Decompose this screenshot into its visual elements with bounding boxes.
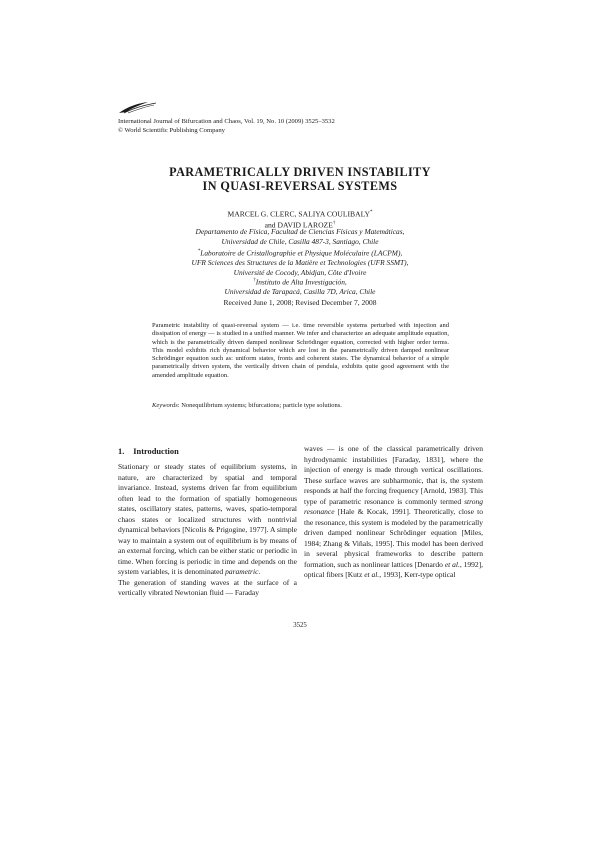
affiliation-1-line-1: Departamento de Física, Facultad de Ciencias Físicas y Matemáticas, bbox=[195, 227, 405, 236]
title-line-1: PARAMETRICALLY DRIVEN INSTABILITY bbox=[169, 165, 431, 179]
section-number: 1. bbox=[118, 447, 125, 456]
right-emphasis-3: et al. bbox=[364, 570, 380, 579]
paragraph-1 bbox=[118, 462, 297, 578]
keywords bbox=[152, 402, 449, 409]
section-title: Introduction bbox=[133, 447, 179, 456]
paragraph-1-emphasis: parametric bbox=[225, 567, 259, 576]
affiliation-3-mark: † bbox=[253, 278, 256, 283]
page-number: 3525 bbox=[293, 622, 307, 629]
title-line-2: IN QUASI-REVERSAL SYSTEMS bbox=[202, 178, 398, 193]
journal-header bbox=[118, 117, 335, 135]
affiliation-1 bbox=[0, 227, 600, 246]
paragraph-2: The generation of standing waves at the surface of a vertically vibrated Newtonian fluid — Faraday bbox=[118, 577, 297, 597]
affiliation-2-line-2: UFR Sciences des Structures de la Matière et Technologies (UFR SSMT), bbox=[191, 258, 409, 268]
affiliation-2-line-1: Laboratoire de Cristallographie et Physique Moléculaire (LACPM), bbox=[200, 248, 403, 258]
abstract: Parametric instability of quasi-reversal system — i.e. time reversible systems perturbed with injection and dissipation of energy — is studied in a unified manner. We infer and characterize an adequate amplitude equation, which is the parametrically driven damped nonlinear Schrödinger equation, corrected with higher order terms. This model exhibits rich dynamical behavior which are lost in the parametrically driven damped nonlinear Schrödinger equation such as: uniform states, fronts and coherent states. The dynamical behavior of a simple parametrically driven system, the vertically driven chain of pendula, exhibits quite good agreement with the amended amplitude equation. bbox=[152, 322, 449, 379]
affiliation-2 bbox=[0, 247, 600, 277]
publisher-logo-icon bbox=[118, 100, 158, 114]
keywords-label: Keywords bbox=[152, 402, 178, 409]
affiliation-1-line-2: Universidad de Chile, Casilla 487-3, Santiago, Chile bbox=[221, 236, 379, 246]
right-text-1: waves — is one of the classical parametrically driven hydrodynamic instabilities [Faraday, 1831], where the injection of energy is made through vertical oscillations. These surface waves are subharmonic, that is, the system responds at half the forcing frequency [Arnold, 1983]. This type of parametric resonance is commonly termed bbox=[304, 444, 483, 506]
right-text-3: , 1992], optical fibers [Kutz bbox=[304, 559, 484, 579]
right-text-2: [Hale & Kocak, 1991]. Theoretically, close to the resonance, this system is modeled by the parametrically driven damped nonlinear Schrödinger equation [Miles, 1984; Zhang & Viñals, 1995]. This model has been derived in several physical frameworks to describe pattern formation, such as nonlinear lattices [Denardo bbox=[304, 507, 483, 569]
left-column bbox=[118, 462, 297, 599]
affiliation-3-line-2: Universidad de Tarapacá, Casilla 7D, Arica, Chile bbox=[224, 287, 376, 297]
right-column bbox=[304, 444, 483, 581]
journal-citation: International Journal of Bifurcation and Chaos, Vol. 19, No. 10 (2009) 3525–3532 bbox=[118, 118, 335, 125]
affiliation-2-line-3: Université de Cocody, Abidjan, Côte d'Ivoire bbox=[233, 267, 367, 277]
section-heading bbox=[118, 447, 179, 456]
authors-line-1: MARCEL G. CLERC, SALIYA COULIBALY bbox=[227, 209, 370, 219]
right-emphasis-1: strong resonance bbox=[304, 496, 483, 516]
paper-title bbox=[0, 166, 600, 193]
received-dates: Received June 1, 2008; Revised December 7, 2008 bbox=[223, 298, 377, 307]
keywords-text: : Nonequilibrium systems; bifurcations; particle type solutions. bbox=[177, 402, 342, 409]
authors-line-2: and DAVID LAROZE bbox=[264, 220, 333, 230]
right-emphasis-2: et al. bbox=[444, 559, 460, 569]
paragraph-1-end: . bbox=[258, 567, 261, 576]
affiliation-3 bbox=[0, 276, 600, 297]
paragraph-1-text: Stationary or steady states of equilibrium systems, in nature, are characterized by spatial and temporal invariance. Instead, systems driven far from equilibrium often lead to the formation of spatially homogeneous states, oscillatory states, patterns, waves, spatio-temporal chaos states or localized structures with nontrivial dynamical behaviors [Nicolis & Prigogine, 1977]. A simple way to maintain a system out of equilibrium is by means of an external forcing, which can be either static or periodic in time. When forcing is periodic in time and depends on the system variables, it is denominated bbox=[118, 462, 297, 576]
affiliation-2-mark: * bbox=[197, 249, 201, 254]
publisher-line: © World Scientific Publishing Company bbox=[118, 127, 225, 134]
author-mark-1: * bbox=[369, 210, 373, 215]
affiliation-3-line-1: Instituto de Alta Investigación, bbox=[255, 277, 347, 287]
right-text-4: , 1993], Kerr-type optical bbox=[379, 570, 456, 579]
author-mark-2: † bbox=[332, 221, 336, 227]
